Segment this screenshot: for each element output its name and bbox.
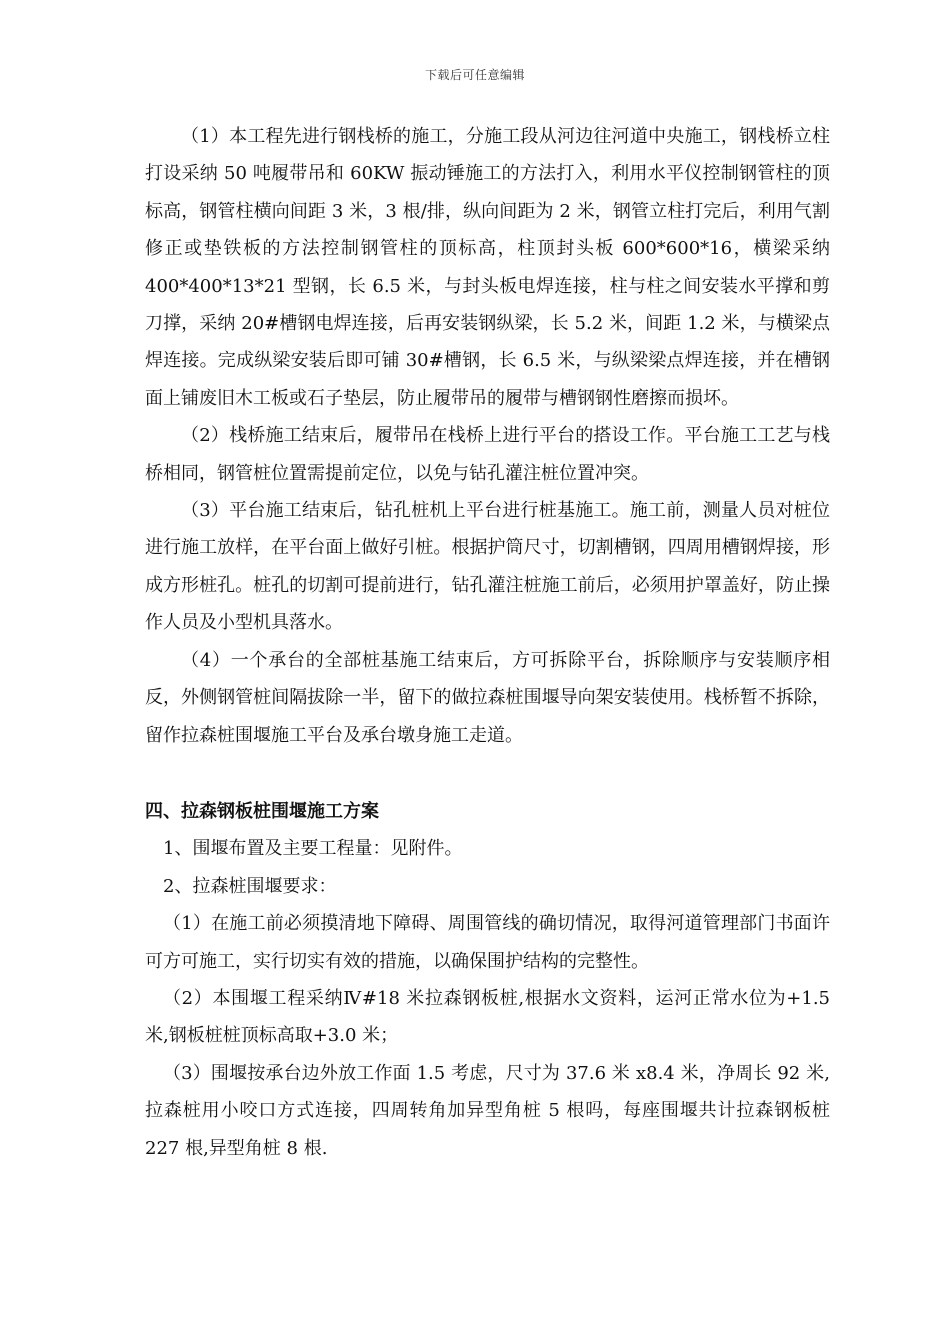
section-paragraph-1: （1）在施工前必须摸清地下障碍、周围管线的确切情况，取得河道管理部门书面许可方可施工，实行切实有效的措施，以确保围护结构的完整性。 bbox=[145, 913, 830, 972]
paragraph-2: （2）栈桥施工结束后，履带吊在栈桥上进行平台的搭设工作。平台施工工艺与栈桥相同，钢管桩位置需提前定位，以免与钻孔灌注桩位置冲突。 bbox=[145, 425, 830, 484]
page-header-note: 下载后可任意编辑 bbox=[424, 68, 525, 82]
paragraph-3: （3）平台施工结束后，钻孔桩机上平台进行桩基施工。施工前，测量人员对桩位进行施工放样，在平台面上做好引桩。根据护筒尺寸，切割槽钢，四周用槽钢焊接，形成方形桩孔。桩孔的切割可提前进行，钻孔灌注桩施工前后，必须用护罩盖好，防止操作人员及小型机具落水。 bbox=[145, 500, 830, 634]
section-paragraph-3: （3）围堰按承台边外放工作面 1.5 考虑，尺寸为 37.6 米 x8.4 米，净周长 92 米,拉森桩用小咬口方式连接，四周转角加异型角桩 5 根吗，每座围堰共计拉森钢板桩 227 根,异型角桩 8 根. bbox=[145, 1062, 830, 1159]
document-body bbox=[145, 118, 830, 1167]
paragraph-4: （4）一个承台的全部桩基施工结束后，方可拆除平台，拆除顺序与安装顺序相反，外侧钢管桩间隔拔除一半，留下的做拉森桩围堰导向架安装使用。栈桥暂不拆除，留作拉森桩围堰施工平台及承台墩身施工走道。 bbox=[145, 649, 830, 746]
paragraph-1: （1）本工程先进行钢栈桥的施工，分施工段从河边往河道中央施工，钢栈桥立柱打设采纳 50 吨履带吊和 60KW 振动锤施工的方法打入，利用水平仪控制钢管柱的顶标高，钢管柱横向间距 3 米，3 根/排，纵向间距为 2 米，钢管立柱打完后，利用气割修正或垫铁板的方法控制钢管柱的顶标高，柱顶封头板 600*600*16，横梁采纳 400*400*13*21 型钢，长 6.5 米，与封头板电焊连接，柱与柱之间安装水平撑和剪刀撑，采纳 20#槽钢电焊连接，后再安装钢纵梁，长 5.2 米，间距 1.2 米，与横梁点焊连接。完成纵梁安装后即可铺 30#槽钢，长 6.5 米，与纵梁梁点焊连接，并在槽钢面上铺废旧木工板或石子垫层，防止履带吊的履带与槽钢钢性磨擦而损坏。 bbox=[145, 126, 830, 409]
section-item-1: 1、围堰布置及主要工程量：见附件。 bbox=[163, 838, 463, 860]
section-heading: 四、拉森钢板桩围堰施工方案 bbox=[145, 800, 379, 822]
section-paragraph-2: （2）本围堰工程采纳Ⅳ#18 米拉森钢板桩,根据水文资料，运河正常水位为+1.5米,钢板桩桩顶标高取+3.0 米； bbox=[145, 987, 830, 1047]
section-item-2: 2、拉森桩围堰要求： bbox=[163, 875, 337, 897]
